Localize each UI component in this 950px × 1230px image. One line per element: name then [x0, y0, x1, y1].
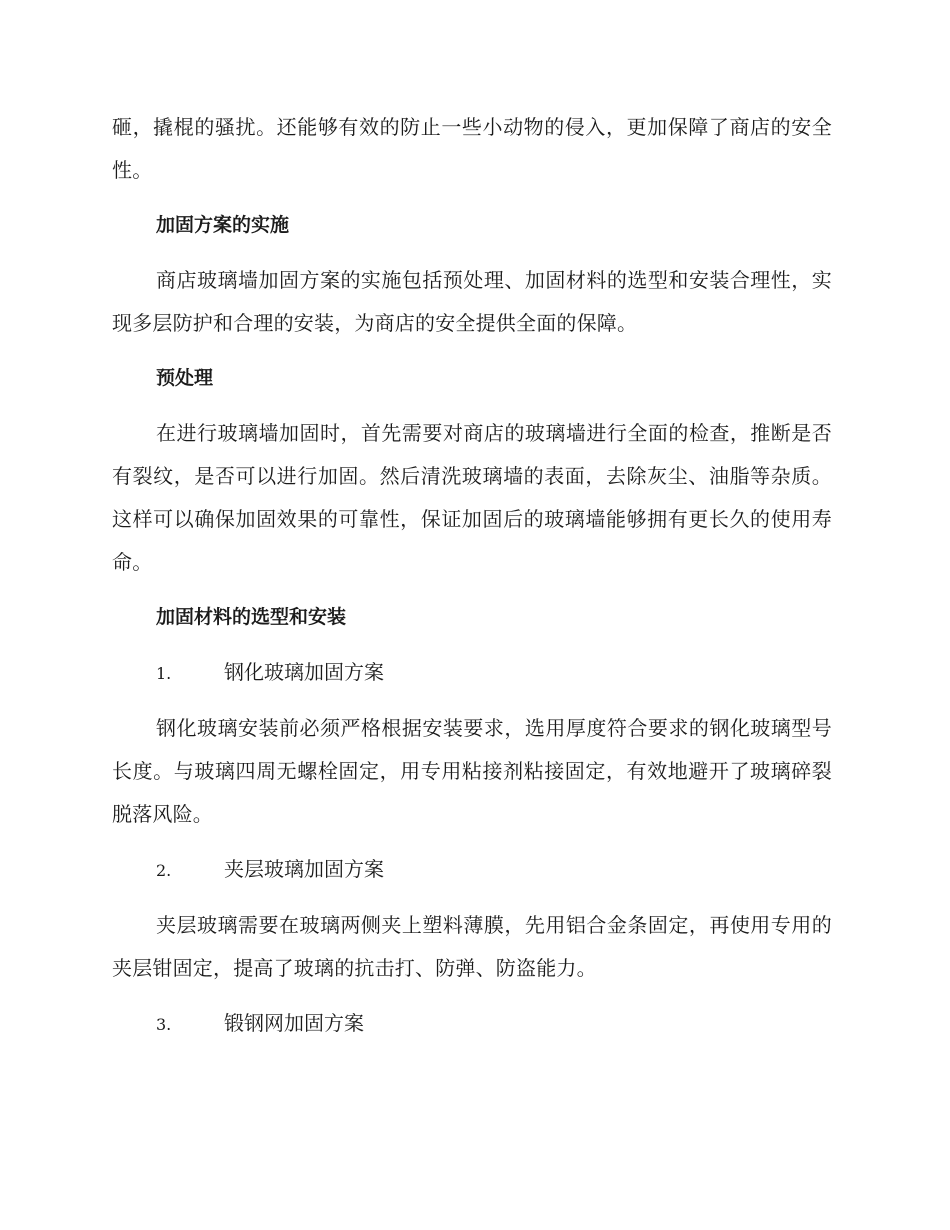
list-item-tempered-glass	[156, 651, 832, 695]
list-item-title: 锻钢网加固方案	[224, 1011, 364, 1035]
list-item-title: 钢化玻璃加固方案	[224, 660, 384, 684]
section-heading-materials: 加固材料的选型和安装	[156, 606, 347, 628]
list-number: 1.	[156, 664, 172, 683]
paragraph-laminated-glass: 夹层玻璃需要在玻璃两侧夹上塑料薄膜，先用铝合金条固定，再使用专用的夹层钳固定，提高了玻璃的抗击打、防弹、防盗能力。	[112, 913, 832, 980]
list-number: 3.	[156, 1015, 172, 1034]
paragraph-implementation: 商店玻璃墙加固方案的实施包括预处理、加固材料的选型和安装合理性，实现多层防护和合理的安装，为商店的安全提供全面的保障。	[112, 268, 832, 335]
document-body	[112, 106, 832, 1058]
paragraph-tempered-glass: 钢化玻璃安装前必须严格根据安装要求，选用厚度符合要求的钢化玻璃型号长度。与玻璃四周无螺栓固定，用专用粘接剂粘接固定，有效地避开了玻璃碎裂脱落风险。	[112, 716, 832, 826]
list-item-forged-steel-mesh	[156, 1002, 832, 1046]
list-item-laminated-glass	[156, 848, 832, 892]
section-heading-pretreatment: 预处理	[156, 367, 214, 389]
list-item-title: 夹层玻璃加固方案	[224, 857, 384, 881]
paragraph-pretreatment: 在进行玻璃墙加固时，首先需要对商店的玻璃墙进行全面的检查，推断是否有裂纹，是否可以进行加固。然后清洗玻璃墙的表面，去除灰尘、油脂等杂质。这样可以确保加固效果的可靠性，保证加固后的玻璃墙能够拥有更长久的使用寿命。	[112, 421, 832, 574]
paragraph-intro-continued: 砸，撬棍的骚扰。还能够有效的防止一些小动物的侵入，更加保障了商店的安全性。	[112, 115, 832, 182]
section-heading-implementation: 加固方案的实施	[156, 214, 290, 236]
list-number: 2.	[156, 861, 172, 880]
